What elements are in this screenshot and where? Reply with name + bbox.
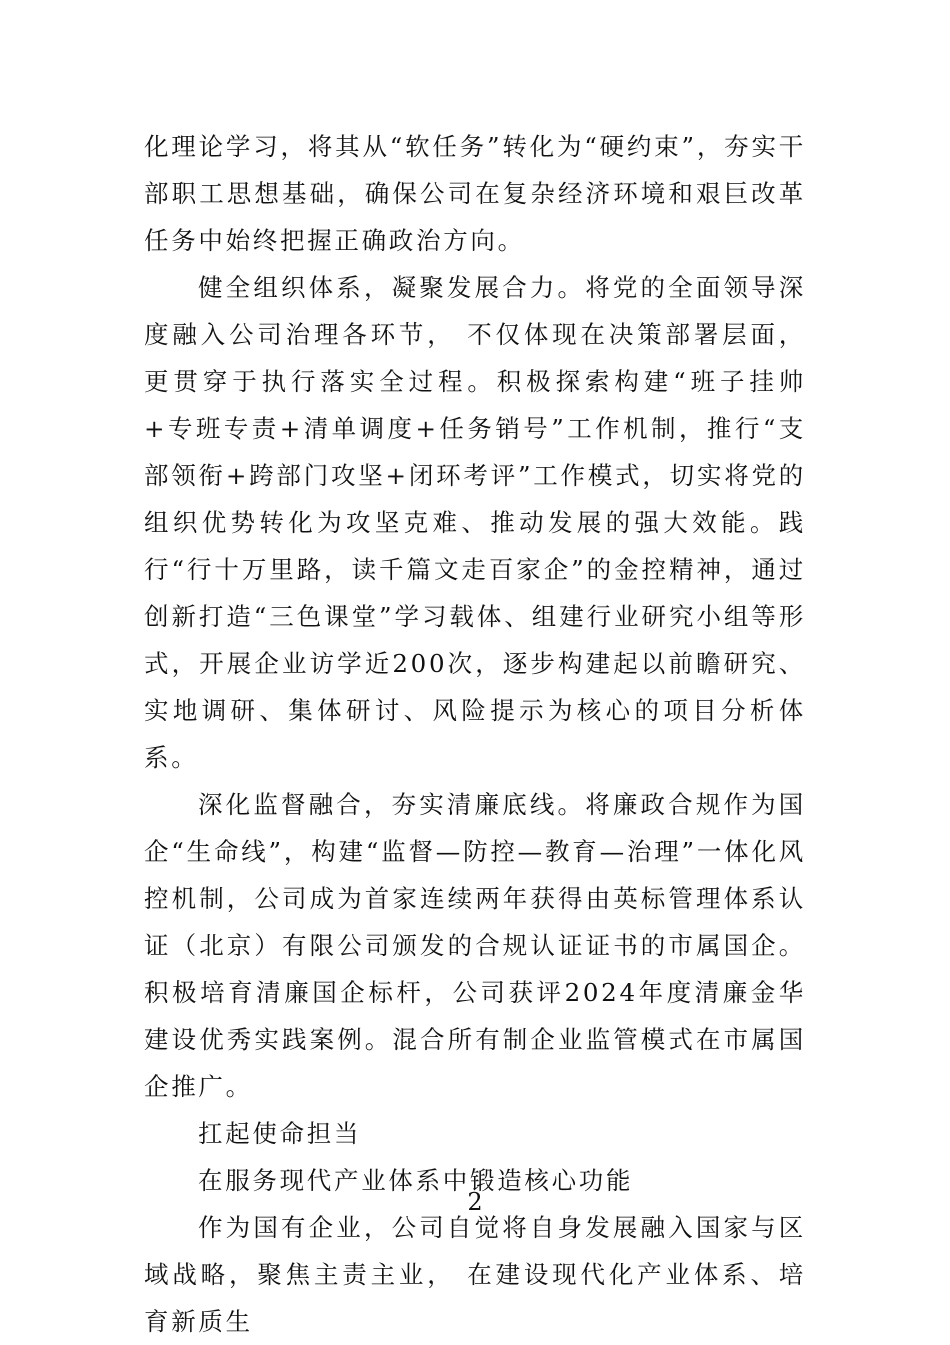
section-heading-mission: 扛起使命担当 bbox=[198, 1119, 362, 1148]
body-text bbox=[144, 123, 806, 1345]
paragraph-party-theory-study: 化理论学习，将其从“软任务”转化为“硬约束”，夯实干部职工思想基础，确保公司在复杂经济环境和艰巨改革任务中始终把握正确政治方向。 bbox=[144, 132, 806, 255]
paragraph-organization-system: 健全组织体系，凝聚发展合力。将党的全面领导深度融入公司治理各环节， 不仅体现在决策部署层面，更贯穿于执行落实全过程。积极探索构建“班子挂帅+专班专责+清单调度+任务销号”工作机制，推行“支部领衔+跨部门攻坚+闭环考评”工作模式，切实将党的组织优势转化为攻坚克难、推动发展的强大效能。践行“行十万里路，读千篇文走百家企”的金控精神，通过创新打造“三色课堂”学习载体、组建行业研究小组等形式，开展企业访学近200次，逐步构建起以前瞻研究、实地调研、集体研讨、风险提示为核心的项目分析体系。 bbox=[144, 273, 806, 772]
paragraph-state-enterprise-strategy: 作为国有企业，公司自觉将自身发展融入国家与区域战略，聚焦主责主业， 在建设现代化产业体系、培育新质生 bbox=[144, 1213, 806, 1336]
paragraph-supervision-integration: 深化监督融合，夯实清廉底线。将廉政合规作为国企“生命线”，构建“监督—防控—教育—治理”一体化风控机制，公司成为首家连续两年获得由英标管理体系认证（北京）有限公司颁发的合规认证证书的市属国企。积极培育清廉国企标杆，公司获评2024年度清廉金华建设优秀实践案例。混合所有制企业监管模式在市属国企推广。 bbox=[144, 790, 806, 1101]
section-subheading-core-function: 在服务现代产业体系中锻造核心功能 bbox=[198, 1166, 634, 1195]
page-number: 2 bbox=[467, 1188, 483, 1216]
